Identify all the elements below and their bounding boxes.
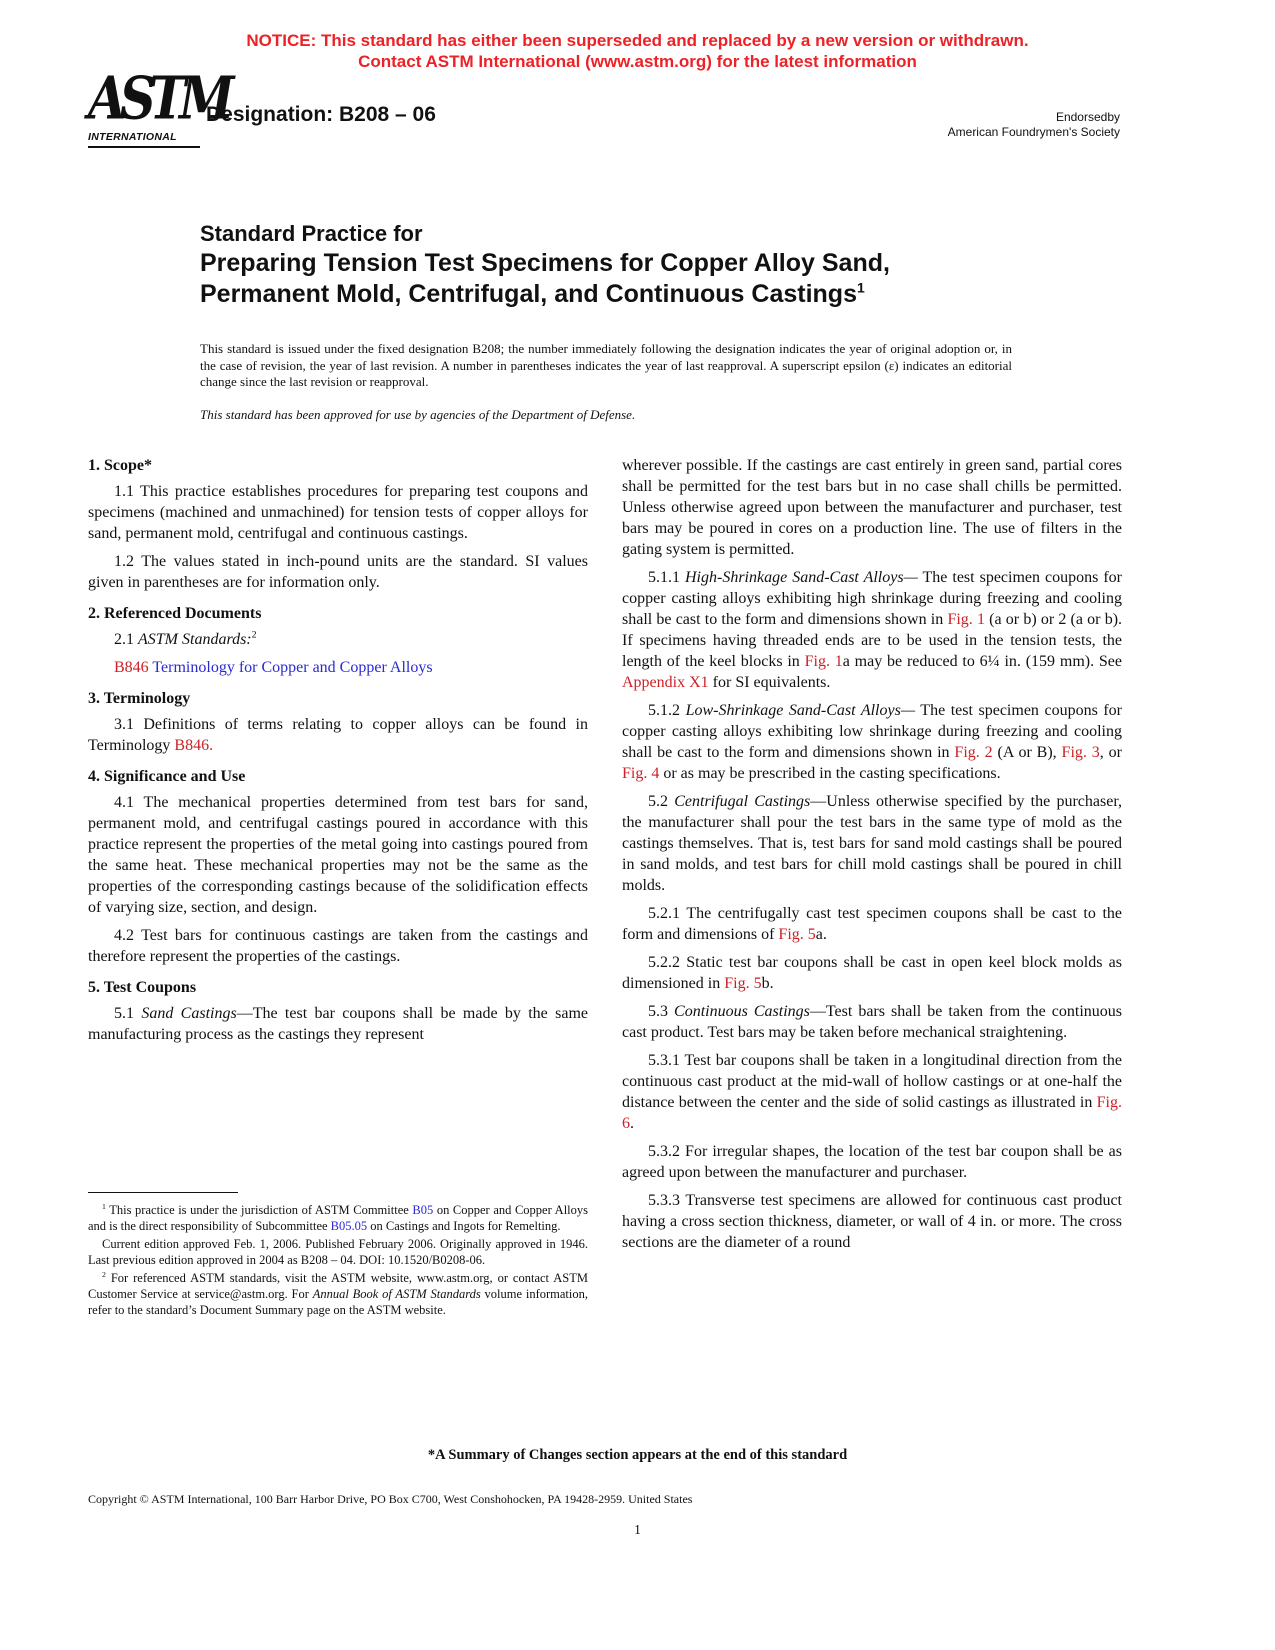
link-b05-05[interactable]: B05.05 [330, 1219, 368, 1233]
text-segment: 1.2 The values stated in inch-pound units are the standard. SI values given in parentheses are for information only. [88, 553, 588, 591]
paragraph [88, 792, 588, 918]
paragraph [88, 657, 588, 678]
text-segment: 5.1.2 [648, 702, 686, 719]
text-segment: 4.1 The mechanical properties determined from test bars for sand, permanent mold, and centrifugal castings poured in accordance with this practice represent the properties of the metal going into castings poured from the same heat. These mechanical properties may not be the same as the properties of the corresponding castings because of the solidification effects of varying size, section, and design. [88, 794, 588, 916]
paragraph [622, 1001, 1122, 1043]
text-segment: 5.1.1 [648, 569, 685, 586]
paragraph [88, 925, 588, 967]
text-segment: High-Shrinkage Sand-Cast Alloys— [685, 569, 918, 586]
text-segment: —Test bars shall be taken from the continuous cast product. Test bars may be taken before mechanical straightening. [622, 1003, 1122, 1041]
notice-line-2: Contact ASTM International (www.astm.org) for the latest information [358, 52, 917, 71]
dod-approval-note: This standard has been approved for use by agencies of the Department of Defense. [200, 407, 636, 422]
link-fig-1[interactable]: Fig. 1 [804, 653, 843, 670]
text-segment: or as may be prescribed in the casting specifications. [659, 765, 1001, 782]
heading-terminology [88, 688, 588, 709]
issuance-note: This standard is issued under the fixed designation B208; the number immediately following the designation indicates the year of original adoption or, in the case of revision, the year of last revision. A number in parentheses indicates the year of last reapproval. A superscript epsilon (ε) indicates an editorial change since the last revision or reapproval. [200, 341, 1012, 389]
text-segment: 1. Scope* [88, 457, 152, 474]
astm-logo-international: INTERNATIONAL [88, 131, 200, 148]
text-segment: This practice is under the jurisdiction of ASTM Committee [105, 1203, 413, 1217]
text-segment: Current edition approved Feb. 1, 2006. Published February 2006. Originally approved in 1946. Last previous edition approved in 2004 as B208 – 04. DOI: 10.1520/B0208-06. [88, 1237, 588, 1267]
paragraph [88, 1270, 588, 1318]
text-segment: 4.2 Test bars for continuous castings are taken from the castings and therefore represent the properties of the castings. [88, 927, 588, 965]
paragraph [622, 1190, 1122, 1253]
text-segment: 2.1 [114, 631, 138, 648]
text-segment: , or [1099, 744, 1122, 761]
link-fig-1[interactable]: Fig. 1 [947, 611, 985, 628]
text-segment: Annual Book of ASTM Standards [312, 1287, 481, 1301]
link-appendix-x1[interactable]: Appendix X1 [622, 674, 709, 691]
link-terminology-for-copper-and-copper-alloys[interactable]: Terminology for Copper and Copper Alloys [152, 659, 433, 676]
paragraph [622, 903, 1122, 945]
text-segment: —The test bar coupons shall be made by the same manufacturing process as the castings they represent [88, 1005, 588, 1043]
text-segment: —Unless otherwise specified by the purchaser, the manufacturer shall pour the test bars in the same type of mold as the castings themselves. That is, test bars for sand mold castings shall be poured in sand molds, and test bars for chill mold castings shall be poured in chill molds. [622, 793, 1122, 894]
link-b846[interactable]: B846. [174, 737, 214, 754]
paragraph [88, 1236, 588, 1268]
text-segment: . [630, 1115, 634, 1132]
text-segment: 2 [102, 1269, 106, 1279]
link-fig-3[interactable]: Fig. 3 [1061, 744, 1100, 761]
text-segment: 2. Referenced Documents [88, 605, 262, 622]
paragraph [622, 567, 1122, 693]
page-number: 1 [634, 1522, 641, 1537]
title-kicker: Standard Practice for [200, 221, 423, 246]
text-segment: b. [761, 975, 774, 992]
astm-logo-letters: ASTM [88, 63, 228, 133]
text-segment: 5.3.3 Transverse test specimens are allowed for continuous cast product having a cross section thickness, diameter, or wall of 4 in. or more. The cross sections are the diameter of a round [622, 1192, 1122, 1251]
text-segment: on Copper and Copper Alloys and is the direct responsibility of Subcommittee [88, 1203, 589, 1233]
text-segment: on Castings and Ingots for Remelting. [367, 1219, 561, 1233]
link-b846[interactable]: B846 [114, 659, 149, 676]
heading-test-coupons [88, 977, 588, 998]
text-segment: a. [815, 926, 827, 943]
text-segment: 5.2.1 The centrifugally cast test specimen coupons shall be cast to the form and dimensions of [622, 905, 1122, 943]
text-segment: 1 [102, 1201, 106, 1211]
link-fig-6[interactable]: Fig. 6 [622, 1094, 1122, 1132]
body-column-left [88, 455, 588, 1183]
paragraph [622, 455, 1122, 560]
text-segment: volume information, refer to the standard’s Document Summary page on the ASTM website. [88, 1287, 588, 1317]
designation: Designation: B208 – 06 [206, 103, 436, 126]
link-fig-5[interactable]: Fig. 5 [778, 926, 816, 943]
footnotes [88, 1202, 588, 1320]
heading-significance-and-use [88, 766, 588, 787]
text-segment: ASTM Standards: [138, 631, 252, 648]
title-line-1: Preparing Tension Test Specimens for Copper Alloy Sand, [200, 249, 890, 277]
text-segment: 1.1 This practice establishes procedures for preparing test coupons and specimens (machined and unmachined) for tension tests of copper alloys for sand, permanent mold, centrifugal and continuous castings. [88, 483, 588, 542]
paragraph [622, 791, 1122, 896]
astm-logo-icon [88, 63, 228, 148]
text-segment: (a or b) or 2 (a or b). If specimens having threaded ends are to be used in the tension tests, the length of the keel blocks in [622, 611, 1122, 670]
text-segment: The test specimen coupons for copper casting alloys exhibiting low shrinkage during freezing and cooling shall be cast to the form and dimensions shown in [622, 702, 1122, 761]
paragraph [88, 481, 588, 544]
text-segment: 3. Terminology [88, 690, 191, 707]
text-segment: 4. Significance and Use [88, 768, 246, 785]
copyright-line: Copyright © ASTM International, 100 Barr Harbor Drive, PO Box C700, West Conshohocken, PA 19428-2959. United States [88, 1492, 693, 1506]
link-fig-4[interactable]: Fig. 4 [622, 765, 660, 782]
title-line-2: Permanent Mold, Centrifugal, and Continuous Castings [200, 280, 857, 308]
endorsement-line-1: Endorsedby [1055, 110, 1120, 124]
text-segment: (A or B), [992, 744, 1062, 761]
link-fig-2[interactable]: Fig. 2 [954, 744, 993, 761]
paragraph [622, 952, 1122, 994]
endorsement-line-2: American Foundrymen's Society [947, 125, 1120, 139]
paragraph [88, 1003, 588, 1045]
summary-of-changes-note: *A Summary of Changes section appears at the end of this standard [427, 1447, 848, 1463]
paragraph [88, 1202, 588, 1234]
text-segment: Low-Shrinkage Sand-Cast Alloys— [685, 702, 916, 719]
body-column-right [622, 455, 1122, 1445]
text-segment: for SI equivalents. [708, 674, 831, 691]
paragraph [88, 551, 588, 593]
text-segment: Continuous Castings [674, 1003, 810, 1020]
link-fig-5[interactable]: Fig. 5 [724, 975, 762, 992]
text-segment: For referenced ASTM standards, visit the ASTM website, www.astm.org, or contact ASTM Customer Service at service@astm.org. For [88, 1271, 588, 1301]
text-segment: a may be reduced to 6¼ in. (159 mm). See [842, 653, 1122, 670]
text-segment: 5.2 [648, 793, 675, 810]
notice-line-1: NOTICE: This standard has either been superseded and replaced by a new version or withdrawn. [246, 31, 1029, 50]
text-segment: 5. Test Coupons [88, 979, 197, 996]
heading-scope [88, 455, 588, 476]
footnote-separator [88, 1192, 238, 1193]
text-segment: 5.3.1 Test bar coupons shall be taken in a longitudinal direction from the continuous cast product at the mid-wall of hollow castings or at one-half the distance between the center and the side of solid castings as illustrated in [622, 1052, 1122, 1111]
title-footnote-marker: 1 [856, 279, 865, 296]
paragraph [622, 1050, 1122, 1134]
text-segment: The test specimen coupons for copper casting alloys exhibiting high shrinkage during freezing and cooling shall be cast to the form and dimensions shown in [622, 569, 1122, 628]
text-segment: Sand Castings [141, 1005, 237, 1022]
paragraph [622, 1141, 1122, 1183]
text-segment: 5.2.2 Static test bar coupons shall be cast in open keel block molds as dimensioned in [622, 954, 1122, 992]
text-segment: 5.3.2 For irregular shapes, the location of the test bar coupon shall be as agreed upon between the manufacturer and purchaser. [622, 1143, 1122, 1181]
paragraph [622, 700, 1122, 784]
text-segment: 2 [251, 629, 257, 641]
paragraph [88, 714, 588, 756]
text-segment: Centrifugal Castings [674, 793, 811, 810]
endorsement [948, 110, 1120, 140]
link-b05[interactable]: B05 [412, 1203, 434, 1217]
title-block [200, 220, 1060, 310]
text-segment: wherever possible. If the castings are cast entirely in green sand, partial cores shall be permitted for the test bars but in no case shall chills be permitted. Unless otherwise agreed upon between the manufacturer and purchaser, test bars may be poured in cores on a production line. The use of filters in the gating system is permitted. [622, 457, 1122, 558]
text-segment: 5.3 [648, 1003, 675, 1020]
page-title [200, 248, 1060, 310]
text-segment: 3.1 Definitions of terms relating to copper alloys can be found in Terminology [88, 716, 588, 754]
heading-referenced-documents [88, 603, 588, 624]
text-segment: 5.1 [114, 1005, 142, 1022]
paragraph [88, 629, 588, 650]
